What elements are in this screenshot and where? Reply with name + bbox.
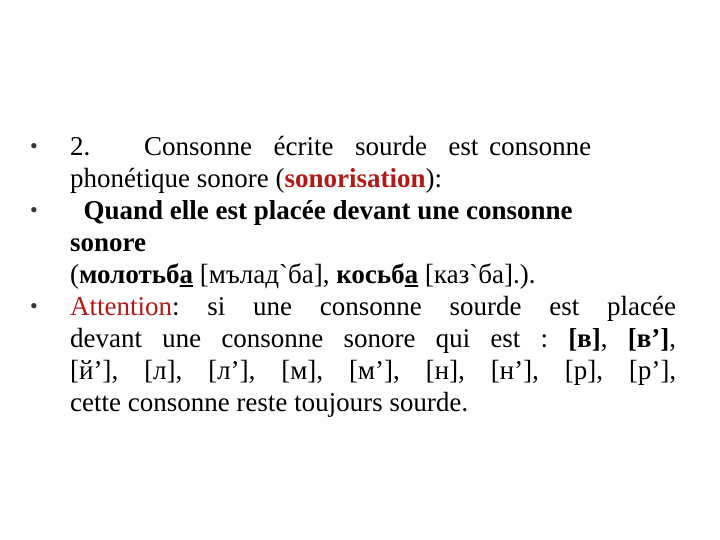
bullet-1-line-2: [70, 162, 676, 194]
bullet-3-line-3: [70, 354, 676, 386]
example-word-2: [336, 259, 418, 289]
attention-label: Attention: [70, 291, 172, 321]
bullet-3-line-1: [70, 290, 676, 322]
separator: ,: [669, 323, 677, 353]
text-span: косьб: [336, 259, 405, 289]
text-span: phonétique sonore (: [70, 163, 285, 193]
phoneme: [м]: [281, 355, 317, 385]
phoneme: [р]: [564, 355, 597, 385]
bullet-marker: •: [30, 133, 38, 158]
separator: ,: [669, 355, 677, 385]
bullet-item-3: [24, 290, 676, 418]
highlight-term: sonorisation: [284, 163, 426, 193]
bullet-1-line-1: 2. Consonne écrite sourde est consonne: [70, 131, 592, 161]
phoneme: [р’]: [628, 355, 670, 385]
separator: ,: [175, 355, 209, 385]
bullet-2-line-1: Quand elle est placée devant une consonne: [70, 195, 573, 225]
separator: ,: [600, 323, 628, 353]
phoneme: [й’]: [70, 355, 112, 385]
bullet-item-2: [24, 194, 676, 290]
bullet-2-line-2: sonore: [70, 227, 147, 257]
separator: ,: [458, 355, 491, 385]
separator: ,: [111, 355, 145, 385]
text-span: ):: [425, 163, 442, 193]
phoneme: [в]: [568, 323, 601, 353]
bullet-marker: •: [30, 197, 38, 222]
bullet-3-line-2: [70, 322, 676, 354]
text-span: (: [70, 259, 79, 289]
phoneme: [л’]: [208, 355, 249, 385]
bullet-item-1: [24, 130, 676, 194]
phoneme: [н’]: [490, 355, 533, 385]
text-span: devant une consonne sonore qui est :: [70, 323, 569, 353]
bullet-3-line-4: cette consonne reste toujours sourde.: [70, 387, 469, 417]
phoneme: [н]: [425, 355, 459, 385]
phoneme: [в’]: [627, 323, 670, 353]
separator: ,: [596, 355, 629, 385]
transcription-1: [мълад`ба],: [193, 259, 337, 289]
separator: ,: [316, 355, 349, 385]
bullet-2-line-3: [70, 258, 676, 290]
underlined-letter: а: [179, 259, 194, 289]
bullet-marker: •: [30, 293, 38, 318]
text-span: молотьб: [79, 259, 180, 289]
underlined-letter: а: [404, 259, 419, 289]
separator: ,: [393, 355, 426, 385]
text-span: : si une consonne sourde est placée: [172, 291, 676, 321]
phoneme: [м’]: [348, 355, 393, 385]
phoneme: [л]: [144, 355, 176, 385]
transcription-2: [каз`ба].).: [418, 259, 536, 289]
bullet-list: [24, 130, 676, 418]
separator: ,: [532, 355, 565, 385]
example-word-1: [79, 259, 193, 289]
separator: ,: [248, 355, 282, 385]
